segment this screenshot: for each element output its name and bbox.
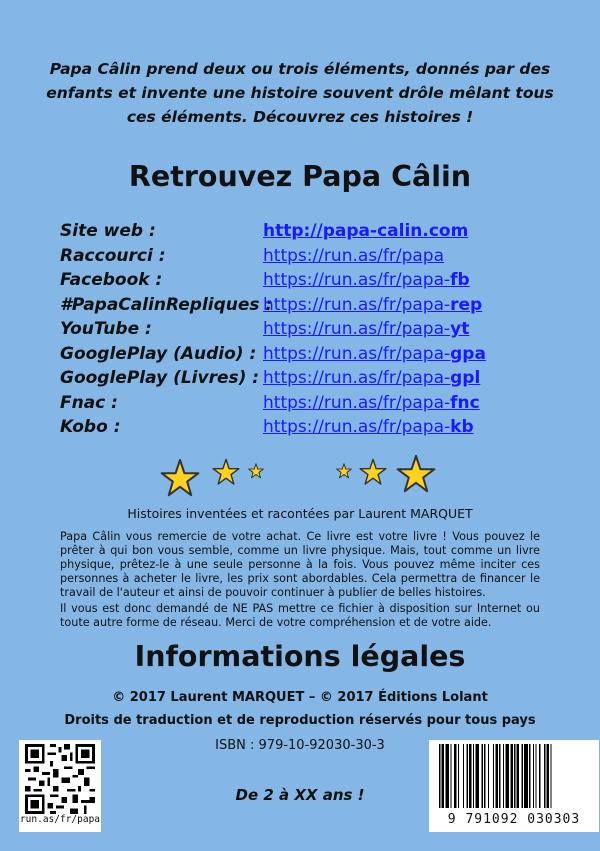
barcode-bar: [473, 744, 474, 808]
link-row: [60, 415, 486, 440]
byline: Histoires inventées et racontées par Laurent MARQUET: [127, 506, 473, 521]
intro-line-3: ces éléments. Découvrez ces histoires !: [126, 108, 474, 126]
link-url-suffix: kb: [450, 417, 474, 437]
legal-heading: Informations légales: [134, 640, 466, 673]
barcode-bar: [484, 744, 485, 808]
age-slogan: De 2 à XX ans !: [235, 786, 365, 804]
barcode-bar: [499, 744, 500, 808]
barcode-bar: [529, 744, 530, 808]
barcode-bar: [469, 744, 472, 808]
link-label: GooglePlay (Livres) :: [60, 368, 260, 388]
link-url-lead: https://run.as/fr/papa-: [263, 392, 451, 413]
barcode-bar: [510, 744, 513, 808]
link-url[interactable]: [263, 221, 468, 241]
qr-caption: run.as/fr/papa: [19, 814, 101, 825]
link-row: [60, 244, 486, 269]
barcode-bar: [445, 744, 449, 808]
link-url-suffix: gpa: [450, 343, 486, 364]
barcode-bar: [522, 744, 523, 808]
link-row: [60, 293, 486, 318]
link-url[interactable]: [263, 246, 444, 266]
barcode-bar: [544, 744, 545, 808]
link-label: Site web :: [60, 221, 156, 241]
link-row: [60, 268, 486, 293]
star-icon: [359, 458, 387, 486]
barcode-bar: [503, 744, 504, 808]
barcode-bar: [488, 744, 489, 808]
link-label: Raccourci :: [60, 245, 166, 266]
link-row: [60, 317, 486, 342]
barcode-bar: [450, 744, 451, 808]
star-icon: [160, 458, 200, 498]
barcode-bar: [454, 744, 457, 808]
barcode-number: 9 791092 030303: [447, 812, 581, 827]
notice-paragraph-2: Il vous est donc demandé de NE PAS mettre ce fichier à disposition sur Internet ou toute autre forme de réseau. Merci de votre compréhension et de votre aide.: [60, 602, 540, 629]
link-url[interactable]: [263, 393, 480, 413]
link-url-lead: https://run.as/fr/papa: [263, 245, 444, 266]
barcode-bar: [458, 744, 459, 808]
link-url-suffix: fnc: [450, 392, 480, 413]
link-url-suffix: fb: [450, 270, 470, 290]
link-row: [60, 391, 486, 416]
link-url-lead: https://run.as/fr/papa-: [263, 343, 451, 364]
intro-line-1: Papa Câlin prend deux ou trois éléments, donnés par des: [49, 60, 551, 78]
link-label: #PapaCalinRepliques :: [60, 294, 273, 315]
barcode-bar: [482, 744, 483, 808]
link-url-suffix: yt: [450, 319, 470, 339]
barcode-bar: [524, 744, 528, 808]
link-url[interactable]: [263, 295, 482, 315]
barcode-bar: [505, 744, 509, 808]
link-url-lead: https://run.as/fr/papa-: [263, 294, 451, 315]
link-row: [60, 366, 486, 391]
link-row: [60, 219, 486, 244]
link-url-lead: https://run.as/fr/papa-: [263, 270, 451, 290]
stars-decoration: [160, 454, 440, 504]
barcode-bar: [442, 744, 445, 808]
star-icon: [396, 454, 436, 494]
notice-paragraph-1: Papa Câlin vous remercie de votre achat. Ce livre est votre livre ! Vous pouvez le prêter à qui bon vous semble, comme un livre physique. Mais, tout comme un livre physique, prêtez-le à une seule personne à la fois. Vous pouvez même inciter ces personnes à acheter le livre, les prix sont abordables. Cela permettra de financer le travail de l'auteur et ainsi de pouvoir continuer à publier de belles histoires.: [60, 530, 540, 599]
link-url-lead: https://run.as/fr/papa-: [263, 368, 451, 388]
barcode-bar: [517, 744, 520, 808]
rights-line: Droits de traduction et de reproduction réservés pour tous pays: [64, 713, 536, 728]
barcode-bar: [493, 744, 494, 808]
barcode-bar: [539, 744, 540, 808]
star-icon: [336, 463, 352, 479]
link-label: Kobo :: [60, 417, 121, 437]
copyright-line: © 2017 Laurent MARQUET – © 2017 Éditions Lolant: [112, 690, 488, 705]
barcode-bar: [475, 744, 479, 808]
link-label: YouTube :: [60, 319, 152, 339]
barcode-block: [429, 740, 599, 832]
barcode-bar: [463, 744, 464, 808]
barcode-bar: [495, 744, 498, 808]
barcode-bar: [535, 744, 536, 808]
link-url[interactable]: [263, 417, 474, 437]
link-url-lead: https://run.as/fr/papa-: [263, 417, 451, 437]
link-url-lead: https://run.as/fr/papa-: [263, 319, 451, 339]
link-url[interactable]: [263, 270, 470, 290]
find-heading: Retrouvez Papa Câlin: [128, 160, 472, 193]
barcode-bar: [547, 744, 550, 808]
star-icon: [248, 463, 264, 479]
barcode-bar: [467, 744, 468, 808]
intro-line-2: enfants et invente une histoire souvent drôle mêlant tous: [46, 84, 554, 102]
link-url[interactable]: [263, 368, 480, 388]
link-row: [60, 342, 486, 367]
link-url-lead: http://papa-calin.com: [263, 221, 469, 241]
link-url[interactable]: [263, 344, 486, 364]
license-notice: [60, 530, 540, 632]
barcode: [437, 744, 591, 810]
links-list: [60, 219, 486, 440]
link-url-suffix: gpl: [450, 368, 481, 388]
link-url[interactable]: [263, 319, 469, 339]
isbn-line: ISBN : 979-10-92030-30-3: [215, 738, 385, 753]
star-icon: [212, 458, 240, 486]
link-label: Fnac :: [60, 392, 118, 413]
barcode-bar: [514, 744, 515, 808]
intro-text: [40, 57, 560, 129]
barcode-bar: [533, 744, 534, 808]
link-url-suffix: rep: [450, 294, 483, 315]
barcode-bar: [550, 744, 551, 808]
link-label: Facebook :: [60, 270, 163, 290]
barcode-bar: [439, 744, 440, 808]
link-label: GooglePlay (Audio) :: [60, 343, 257, 364]
